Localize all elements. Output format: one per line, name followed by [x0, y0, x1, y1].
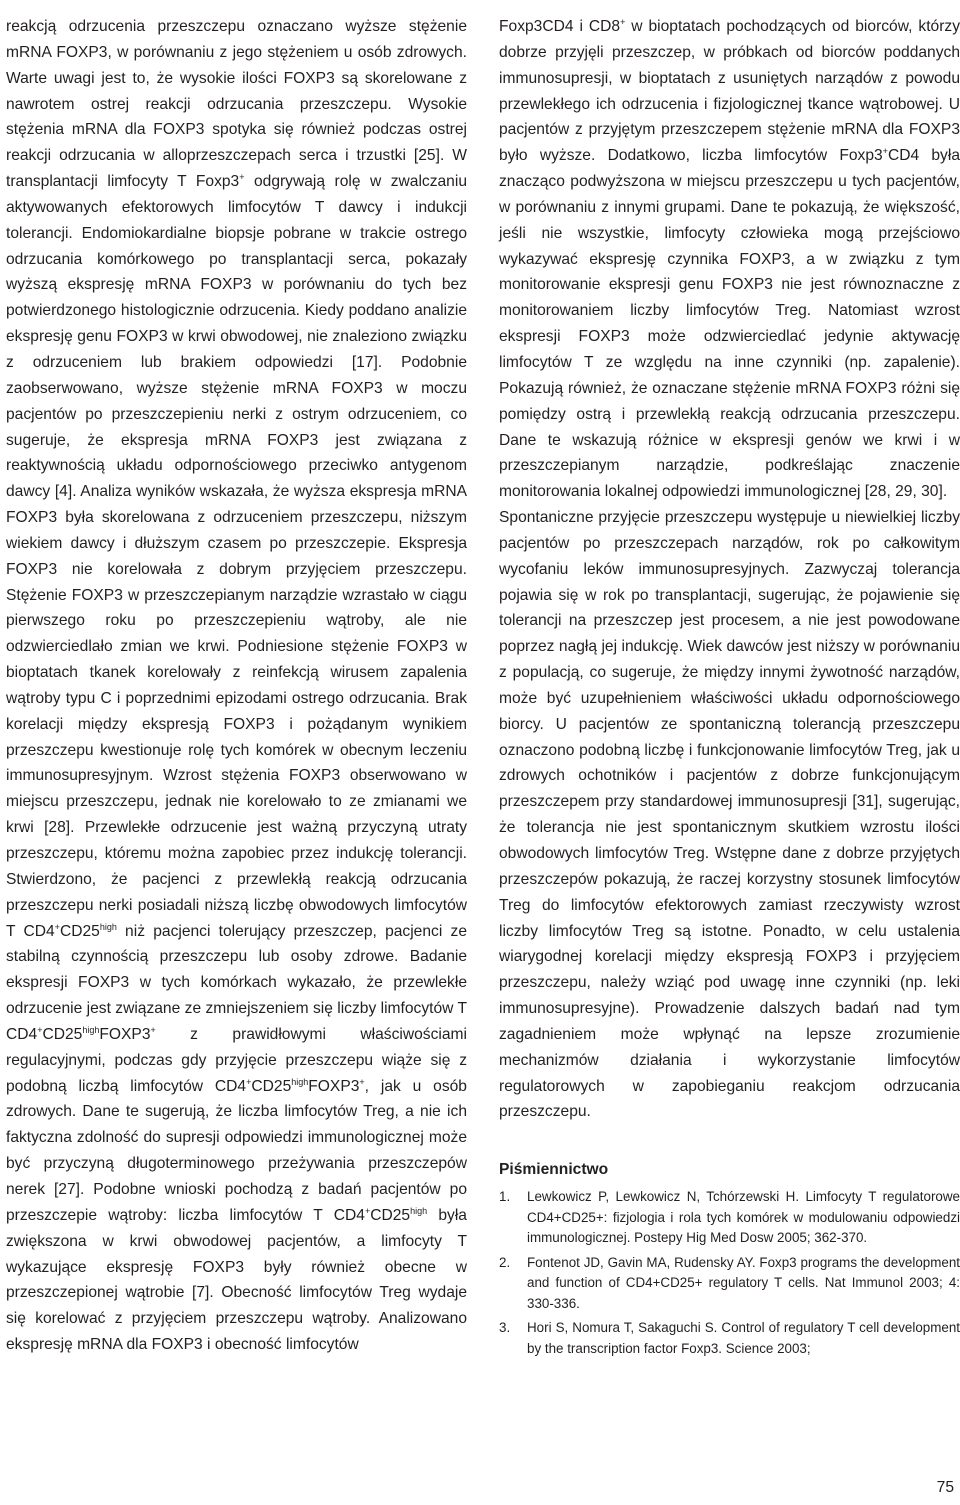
text-segment: CD25: [370, 1206, 411, 1224]
superscript: +: [239, 172, 245, 183]
reference-item: [499, 1318, 960, 1359]
superscript: +: [620, 17, 626, 27]
text-segment: reakcją odrzucenia przeszczepu oznaczano wyższe stężenie mRNA FOXP3, w porównaniu z jego stężeniem u osób zdrowych. Warte uwagi jest to, że wysokie ilości FOXP3 są skorelowane z nawrotem ostrej reakcji odrzucania przeszczepu. Wysokie stężenia mRNA dla FOXP3 spotyka się również podczas ostrej reakcji odrzucania w alloprzeszczepach serca i trzustki [25]. W transplantacji limfocyty T Foxp3: [6, 18, 467, 191]
reference-text: Fontenot JD, Gavin MA, Rudensky AY. Foxp3 programs the development and function of CD4+CD25+ regulatory T cells. Nat Immunol 2003; 4: 330-336.: [527, 1254, 960, 1311]
text-segment: w bioptatach pochodzących od biorców, którzy dobrze przyjęli przeszczep, w próbkach od biorców poddanych immunosupresji, w bioptatach z usuniętych narządów z powodu przewlekłego ich odrzucenia i fizjologicznej tkance wątrobowej. U pacjentów z przyjętym przeszczepem stężenie mRNA dla FOXP3 było wyższe. Dodatkowo, liczba limfocytów Foxp3: [499, 18, 960, 165]
text-segment: FOXP3: [99, 1025, 151, 1043]
text-segment: z prawidłowymi właściwościami regulacyjnymi, podczas gdy przyjęcie przeszczepu wiąże się z podobną liczbą limfocytów CD4: [6, 1025, 467, 1095]
body-paragraph: [499, 505, 960, 1125]
text-segment: CD25: [59, 922, 100, 940]
body-paragraph: [6, 14, 467, 1358]
reference-number: 3.: [499, 1320, 511, 1336]
superscript: high: [99, 921, 117, 932]
superscript: +: [37, 1024, 43, 1035]
reference-text: Hori S, Nomura T, Sakaguchi S. Control of regulatory T cell development by the transcription factor Foxp3. Science 2003;: [527, 1320, 960, 1356]
reference-text: Lewkowicz P, Lewkowicz N, Tchórzewski H. Limfocyty T regulatorowe CD4+CD25+: fizjologia i rola tych komórek w modulowaniu odpowiedzi immunologicznej. Postepy Hig Med Dosw 2005; 362-370.: [527, 1189, 960, 1246]
left-column: [6, 14, 467, 1358]
references-heading: Piśmiennictwo: [499, 1161, 609, 1179]
text-segment: CD25: [42, 1025, 83, 1043]
superscript: +: [359, 1076, 365, 1087]
text-segment: niż pacjenci tolerujący przeszczep, pacjenci ze stabilną czynnością przeszczepu lub osoby zdrowe. Badanie ekspresji FOXP3 w tych komórkach wykazało, że przewlekłe odrzucenie jest związane ze zmniejszeniem się liczby limfocytów T CD4: [6, 922, 467, 1043]
right-paragraphs: [499, 14, 960, 1125]
text-segment: Foxp3CD4 i CD8: [499, 18, 621, 35]
text-segment: CD25: [251, 1077, 292, 1095]
superscript: +: [54, 921, 60, 932]
reference-item: [499, 1187, 960, 1249]
text-segment: odgrywają rolę w zwalczaniu aktywowanych efektorowych limfocytów T dawcy i indukcji tolerancji. Endomiokardialne biopsje pobrane w trakcie ostrego odrzucania komórkowego po transplantacji serca, pokazały wyższą ekspresję mRNA FOXP3 w porównaniu do tych bez potwierdzonego histologicznie odrzucenia. Kiedy poddano analizie ekspresję genu FOXP3 w krwi obwodowej, nie znaleziono związku z odrzuceniem lub brakiem odpowiedzi [17]. Podobnie zaobserwowano, wyższe stężenie mRNA FOXP3 w moczu pacjentów po przeszczepieniu nerki z ostrym odrzuceniem, co sugeruje, że ekspresja mRNA FOXP3 jest związana z reaktywnością układu odpornościowego przeciwko antygenom dawcy [4]. Analiza wyników wskazała, że wyższa ekspresja mRNA FOXP3 była skorelowana z odrzuceniem przeszczepu, niższym wiekiem dawcy i dłuższym czasem po przeszczepie. Ekspresja FOXP3 nie korelowała z dobrym przyjęciem przeszczepu. Stężenie FOXP3 w przeszczepianym narządzie wzrastało w ciągu pierwszego roku po przeszczepieniu wątroby, ale nie odzwierciedlało zmian we krwi. Podniesione stężenie FOXP3 w bioptatach tkanek korelowały z reinfekcją wirusem zapalenia wątroby typu C i poprzednimi epizodami ostrego odrzucania. Brak korelacji między ekspresją FOXP3 i pożądanym wynikiem przeszczepu kwestionuje rolę tych komórek w obecnym leczeniu immunosupresyjnym. Wzrost stężenia FOXP3 obserwowano w miejscu przeszczepu, jednak nie korelowało to ze zmianami we krwi [28]. Przewlekłe odrzucenie jest ważną przyczyną utraty przeszczepu, któremu można zapobiec przez indukcję tolerancji. Stwierdzono, że pacjenci z przewlekłą reakcją odrzucania przeszczepu nerki posiadali niższą liczbę obwodowych limfocytów T CD4: [6, 173, 467, 940]
body-paragraph: [499, 14, 960, 505]
superscript: +: [882, 146, 888, 157]
superscript: high: [291, 1076, 309, 1087]
superscript: high: [410, 1205, 428, 1216]
text-segment: CD4 była znacząco podwyższona w miejscu przeszczepu u tych pacjentów, w porównaniu z innymi grupami. Dane te pokazują, że większość, jeśli nie wszystkie, limfocyty człowieka mogą przejściowo wykazywać ekspresję czynnika FOXP3, a w związku z tym monitorowanie ekspresji genu FOXP3 nie jest równoznaczne z monitorowaniem liczby limfocytów Treg. Natomiast wzrost ekspresji FOXP3 może odzwierciedlać jedynie aktywację limfocytów T ze względu na inne czynniki (np. zapalenie). Pokazują również, że oznaczane stężenie mRNA FOXP3 różni się pomiędzy ostrą i przewlekłą reakcją odrzucania przeszczepu. Dane te wskazują różnice w ekspresji genów we krwi i w przeszczepianym narządzie, podkreślając znaczenie monitorowania lokalnej odpowiedzi immunologicznej [28, 29, 30].: [499, 147, 960, 501]
text-segment: , jak u osób zdrowych. Dane te sugerują, że liczba limfocytów Treg, a nie ich faktyczna zdolność do supresji odpowiedzi immunologicznej może być przyczyną długoterminowego przeżywania przeszczepów nerek [27]. Podobne wnioski pochodzą z badań pacjentów po przeszczepie wątroby: liczba limfocytów T CD4: [6, 1077, 467, 1224]
right-column: [499, 14, 960, 1363]
reference-number: 1.: [499, 1189, 511, 1205]
text-segment: była zwiększona w krwi obwodowej pacjentów, a limfocyty T wykazujące ekspresję FOXP3 były również obecne w przeszczepionej wątrobie [7]. Obecność limfocytów Treg wydaje się korelować z przyjęciem przeszczepu wątroby. Analizowano ekspresję mRNA dla FOXP3 i obecność limfocytów: [6, 1206, 467, 1354]
text-segment: Spontaniczne przyjęcie przeszczepu występuje u niewielkiej liczby pacjentów po przeszczepach narządów, rok po całkowitym wycofaniu leków immunosupresyjnych. Zazwyczaj tolerancja pojawia się w rok po transplantacji, sugerując, że pojawienie się tolerancji na przeszczep jest procesem, a nie jest powodowane poprzez nagłą jej indukcję. Wiek dawców jest niższy w porównaniu z populacją, co sugeruje, że między innymi żywotność narządów, może być uzupełnieniem właściwości układu odpornościowego biorcy. U pacjentów ze spontaniczną tolerancją przeszczepu oznaczono podobną liczbę i funkcjonowanie limfocytów Treg, jak u zdrowych ochotników i pacjentów z dobrze funkcjonującym przeszczepem przy standardowej immunosupresji [31], sugerując, że tolerancja nie jest spontanicznym skutkiem wzrostu ilości obwodowych limfocytów Treg. Wstępne dane z dobrze przyjętych przeszczepów pokazują, że raczej korzystny stosunek limfocytów Treg do limfocytów efektorowych zamiast rzeczywisty wzrost liczby limfocytów Treg są istotne. Ponadto, w celu ustalenia wiarygodnej korelacji między ekspresją FOXP3 i przyjęciem przeszczepu, należy wziąć pod uwagę inne czynniki (np. leki immunosupresyjne). Prowadzenie dalszych badań nad tym zagadnieniem może wpłynąć na lepsze zrozumienie mechanizmów działania i wykorzystanie limfocytów regulatorowych w zapobieganiu reakcjom odrzucania przeszczepu.: [499, 509, 960, 1121]
text-segment: FOXP3: [308, 1077, 360, 1095]
superscript: high: [82, 1024, 100, 1035]
reference-item: [499, 1253, 960, 1315]
superscript: +: [364, 1205, 371, 1216]
superscript: +: [150, 1024, 156, 1035]
page-number: 75: [936, 1479, 954, 1496]
reference-number: 2.: [499, 1254, 511, 1270]
references-list: [499, 1187, 960, 1359]
superscript: +: [246, 1076, 252, 1087]
